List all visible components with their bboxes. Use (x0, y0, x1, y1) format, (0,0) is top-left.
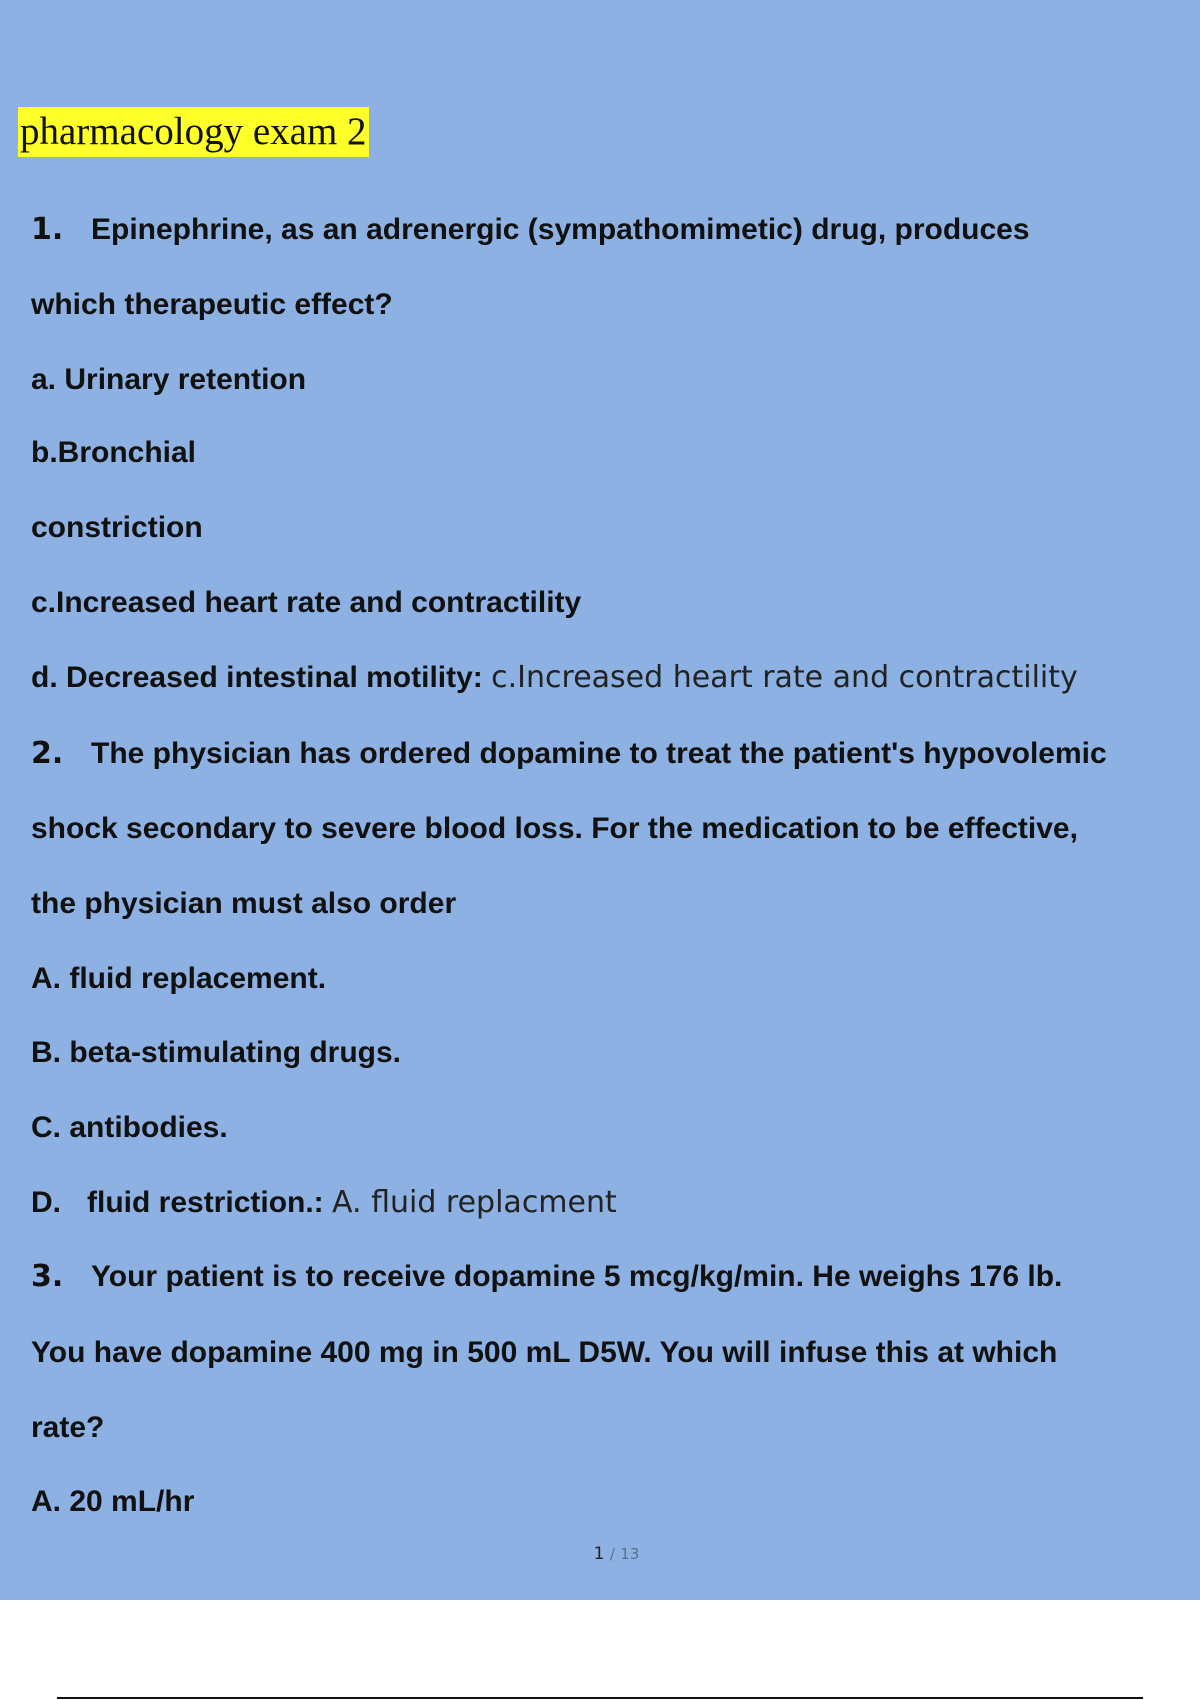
question-3-stem-line-3: rate? (31, 1411, 105, 1444)
question-3-stem-line-2: You have dopamine 400 mg in 500 mL D5W. You will infuse this at which (31, 1336, 1058, 1369)
option-text: fluid restriction.: (87, 1186, 324, 1219)
document-title: pharmacology exam 2 (18, 107, 369, 157)
question-1-option-b-cont: constriction (31, 511, 203, 544)
question-number: 3. (31, 1259, 64, 1294)
question-2-stem-line-3: the physician must also order (31, 887, 457, 920)
option-letter: D. (31, 1186, 61, 1219)
question-text: The physician has ordered dopamine to treat the patient's hypovolemic (91, 737, 1107, 770)
question-3-stem-line-1 (31, 1257, 1062, 1297)
page-indicator (0, 1540, 1200, 1568)
answer-text: A. fluid replacment (332, 1185, 617, 1220)
question-2-option-d (31, 1183, 617, 1223)
option-text: d. Decreased intestinal motility: (31, 661, 483, 694)
question-number: 1. (31, 212, 64, 247)
question-1-stem-line-2: which therapeutic effect? (31, 288, 393, 321)
question-1-option-c: c.Increased heart rate and contractility (31, 586, 582, 619)
question-2-option-c: C. antibodies. (31, 1111, 228, 1144)
page-separator: / (609, 1545, 615, 1563)
question-text: Epinephrine, as an adrenergic (sympathomimetic) drug, produces (91, 213, 1030, 246)
question-1-stem-line-1 (31, 210, 1030, 250)
question-text: Your patient is to receive dopamine 5 mcg/kg/min. He weighs 176 lb. (91, 1260, 1063, 1293)
question-2-option-a: A. fluid replacement. (31, 962, 327, 995)
question-1-option-d (31, 658, 1078, 698)
answer-text: c.Increased heart rate and contractility (491, 660, 1078, 695)
page-current: 1 (593, 1544, 605, 1564)
question-2-stem-line-2: shock secondary to severe blood loss. For the medication to be effective, (31, 812, 1078, 845)
question-2-stem-line-1 (31, 734, 1107, 774)
question-1-option-a: a. Urinary retention (31, 363, 307, 396)
question-3-option-a: A. 20 mL/hr (31, 1485, 195, 1518)
next-page-top-rule (57, 1697, 1143, 1699)
question-2-option-b: B. beta-stimulating drugs. (31, 1036, 402, 1069)
page-total: 13 (620, 1545, 640, 1563)
question-number: 2. (31, 736, 64, 771)
question-1-option-b: b.Bronchial (31, 436, 197, 469)
